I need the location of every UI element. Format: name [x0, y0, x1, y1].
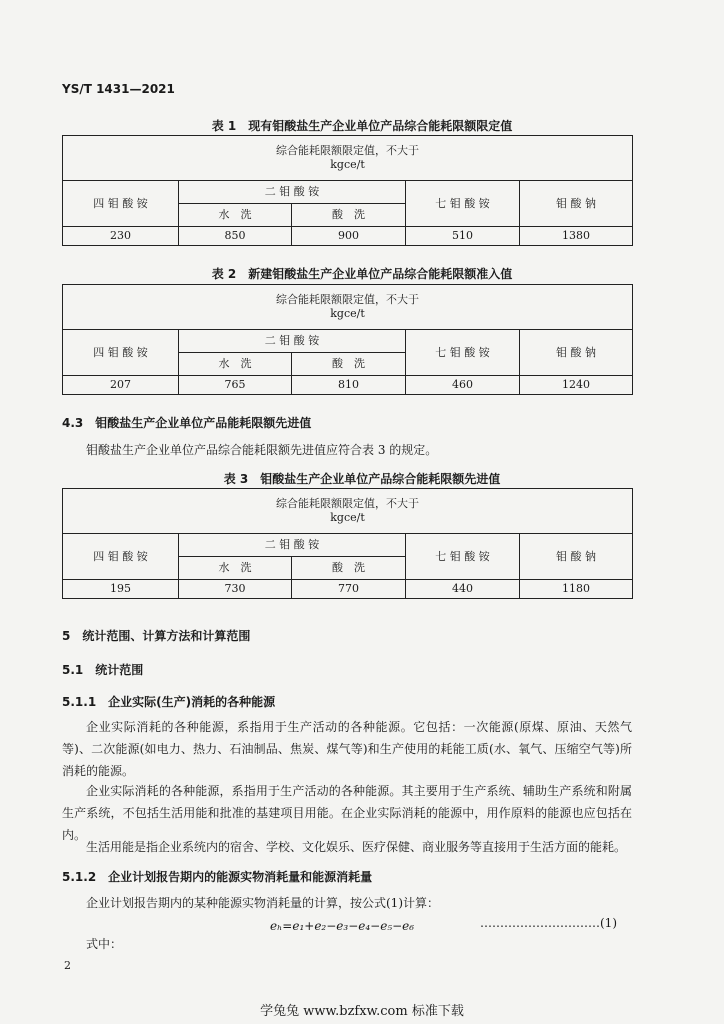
unit-label: kgce/t: [330, 511, 365, 524]
table-cell: 730: [179, 580, 292, 599]
col-ammonium-dimolybdate: 二 钼 酸 铵: [179, 534, 406, 557]
table-row: [63, 580, 633, 599]
section-5-1-1-paragraph-3: 生活用能是指企业系统内的宿舍、学校、文化娱乐、医疗保健、商业服务等直接用于生活方面的能耗。: [86, 840, 627, 854]
col-ammonium-tetramolybdate: 四 钼 酸 铵: [63, 181, 179, 227]
unit-label: kgce/t: [330, 307, 365, 320]
table-row: [63, 227, 633, 246]
table-header-limit: 综合能耗限额限定值，不大于 kgce/t: [63, 136, 633, 181]
table-header-limit: 综合能耗限额限定值，不大于 kgce/t: [63, 285, 633, 330]
table-cell: 207: [63, 376, 179, 395]
footer-watermark: 学兔兔 www.bzfxw.com 标准下载: [260, 1004, 464, 1019]
table-cell: 195: [63, 580, 179, 599]
col-ammonium-tetramolybdate: 四 钼 酸 铵: [63, 330, 179, 376]
table-cell: 770: [292, 580, 406, 599]
table-3-caption: 表 3 钼酸盐生产企业单位产品综合能耗限额先进值: [223, 472, 501, 486]
table-3: [62, 488, 633, 599]
table-2-caption: 表 2 新建钼酸盐生产企业单位产品综合能耗限额准入值: [211, 267, 513, 281]
section-5-1-2-heading: 5.1.2 企业计划报告期内的能源实物消耗量和能源消耗量: [62, 870, 373, 884]
section-5-1-1-paragraph-2: 企业实际消耗的各种能源，系指用于生产活动的各种能源。其主要用于生产系统、辅助生产系统和附属生产系统，不包括生活用能和批准的基建项目用能。在企业实际消耗的能源中，用作原料的能源也应包括在内。: [62, 784, 632, 842]
table-2: [62, 284, 633, 395]
section-5-1-1-paragraph-1: 企业实际消耗的各种能源，系指用于生产活动的各种能源。它包括：一次能源(原煤、原油、天然气等)、二次能源(如电力、热力、石油制品、焦炭、煤气等)和生产使用的耗能工质(水、氧气、压缩空气等)所消耗的能源。: [62, 720, 632, 778]
subcol-water-wash: 水 洗: [179, 353, 292, 376]
col-sodium-molybdate: 钼 酸 钠: [520, 330, 633, 376]
page-number: 2: [64, 959, 71, 972]
col-sodium-molybdate: 钼 酸 钠: [520, 534, 633, 580]
table-cell: 440: [406, 580, 520, 599]
col-ammonium-dimolybdate: 二 钼 酸 铵: [179, 330, 406, 353]
col-ammonium-tetramolybdate: 四 钼 酸 铵: [63, 534, 179, 580]
col-ammonium-heptamolybdate: 七 钼 酸 铵: [406, 534, 520, 580]
table-cell: 850: [179, 227, 292, 246]
table-header-limit: 综合能耗限额限定值，不大于 kgce/t: [63, 489, 633, 534]
section-5-heading: 5 统计范围、计算方法和计算范围: [62, 629, 251, 643]
table-cell: 230: [63, 227, 179, 246]
table-1: [62, 135, 633, 246]
col-ammonium-heptamolybdate: 七 钼 酸 铵: [406, 330, 520, 376]
table-cell: 765: [179, 376, 292, 395]
table-cell: 1380: [520, 227, 633, 246]
col-ammonium-dimolybdate: 二 钼 酸 铵: [179, 181, 406, 204]
table-cell: 810: [292, 376, 406, 395]
table-cell: 1180: [520, 580, 633, 599]
subcol-acid-wash: 酸 洗: [292, 204, 406, 227]
section-5-1-heading: 5.1 统计范围: [62, 663, 144, 677]
table-cell: 900: [292, 227, 406, 246]
section-4-3-heading: 4.3 钼酸盐生产企业单位产品能耗限额先进值: [62, 416, 312, 430]
table-1-caption: 表 1 现有钼酸盐生产企业单位产品综合能耗限额限定值: [211, 119, 513, 133]
col-ammonium-heptamolybdate: 七 钼 酸 铵: [406, 181, 520, 227]
subcol-acid-wash: 酸 洗: [292, 353, 406, 376]
formula-1: eₕ=e₁+e₂−e₃−e₄−e₅−e₆: [270, 919, 415, 933]
table-cell: 1240: [520, 376, 633, 395]
table-row: [63, 376, 633, 395]
where-label: 式中：: [86, 937, 123, 951]
standard-number: YS/T 1431—2021: [62, 82, 175, 96]
col-sodium-molybdate: 钼 酸 钠: [520, 181, 633, 227]
section-5-1-1-heading: 5.1.1 企业实际(生产)消耗的各种能源: [62, 695, 276, 709]
subcol-acid-wash: 酸 洗: [292, 557, 406, 580]
section-4-3-text: 钼酸盐生产企业单位产品综合能耗限额先进值应符合表 3 的规定。: [86, 443, 438, 457]
subcol-water-wash: 水 洗: [179, 557, 292, 580]
table-cell: 460: [406, 376, 520, 395]
section-5-1-2-text: 企业计划报告期内的某种能源实物消耗量的计算，按公式(1)计算：: [86, 896, 440, 910]
subcol-water-wash: 水 洗: [179, 204, 292, 227]
table-cell: 510: [406, 227, 520, 246]
formula-number: …………………………(1): [480, 916, 617, 930]
unit-label: kgce/t: [330, 158, 365, 171]
